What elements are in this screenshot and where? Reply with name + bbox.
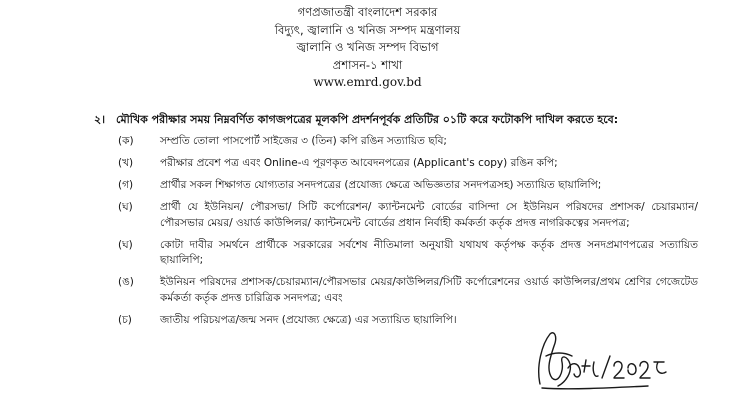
section-heading: [94, 111, 724, 130]
header-division: জ্বালানি ও খনিজ সম্পদ বিভাগ: [296, 40, 439, 54]
list-item-marker: (গ): [118, 179, 134, 191]
handwritten-signature: [528, 326, 678, 396]
section-number: ২।: [94, 113, 106, 126]
list-item: [118, 238, 698, 269]
header-government: গণপ্রজাতন্ত্রী বাংলাদেশ সরকার: [297, 5, 438, 19]
list-item-text: জাতীয় পরিচয়পত্র/জন্ম সনদ (প্রযোজ্য ক্ষেত্রে) এর সত্যায়িত ছায়ালিপি।: [160, 313, 457, 326]
list-item: [118, 200, 698, 231]
list-item-marker: (ক): [118, 135, 134, 147]
list-item-text: ইউনিয়ন পরিষদের প্রশাসক/চেয়ারম্যান/পৌরসভার মেয়র/কাউন্সিলর/সিটি কর্পোরেশনের ওয়ার্ড কাউন্সিলর/প্রথম শ্রেণির গেজেটেড কর্মকর্তা কর্তৃক প্রদত্ত চারিত্রিক সনদপত্র; এবং: [160, 276, 698, 304]
list-item: [118, 156, 698, 172]
list-item-text: প্রার্থী যে ইউনিয়ন/ পৌরসভা/ সিটি কর্পোরেশন/ ক্যান্টনমেন্ট বোর্ডের বাসিন্দা সে ইউনিয়ন পরিষদের প্রশাসক/ চেয়ারম্যান/ পৌরসভার মেয়র/ ওয়ার্ড কাউন্সিলর/ ক্যান্টনমেন্ট বোর্ডের প্রধান নির্বাহী কর্মকর্তা কর্তৃক প্রদত্ত নাগরিকত্বের সনদপত্র;: [160, 201, 698, 229]
list-item-text: প্রার্থীর সকল শিক্ষাগত যোগ্যতার সনদপত্রের (প্রযোজ্য ক্ষেত্রে অভিজ্ঞতার সনদপত্রসহ) সত্যায়িত ছায়ালিপি;: [160, 179, 602, 191]
header-ministry: বিদ্যুৎ, জ্বালানি ও খনিজ সম্পদ মন্ত্রণালয়: [274, 22, 461, 37]
list-item-marker: (ঘ): [118, 201, 133, 213]
list-item-marker: (খ): [118, 157, 134, 169]
list-item-text: পরীক্ষার প্রবেশ পত্র এবং Online-এ পূরণকৃত আবেদনপত্রের (Applicant's copy) রঙিন কপি;: [160, 157, 558, 169]
list-item: [118, 134, 698, 150]
list-item-text: কোটা দাবীর সমর্থনে প্রার্থীকে সরকারের সর্বশেষ নীতিমালা অনুযায়ী যথাযথ কর্তৃপক্ষ কর্তৃক প্রদত্ত সনদপ্রমাণপত্রের সত্যায়িত ছায়ালিপি;: [160, 238, 698, 266]
header-branch: প্রশাসন-১ শাখা: [332, 57, 403, 72]
list-item-marker: (ঙ): [118, 276, 134, 288]
list-item-marker: (চ): [118, 313, 132, 326]
list-item: [118, 178, 698, 194]
letterhead: [0, 4, 735, 92]
list-item: [118, 275, 698, 306]
list-item-marker: (ঘ): [118, 238, 133, 251]
header-website: www.emrd.gov.bd: [313, 75, 422, 89]
document-list: [118, 134, 698, 335]
list-item-text: সম্প্রতি তোলা পাসপোর্ট সাইজের ৩ (তিন) কপি রঙিন সত্যায়িত ছবি;: [160, 135, 447, 147]
section-title-text: মৌখিক পরীক্ষার সময় নিম্নবর্ণিত কাগজপত্রের মূলকপি প্রদর্শনপূর্বক প্রতিটির ০১টি করে ফটোকপি দাখিল করতে হবে:: [116, 113, 619, 126]
